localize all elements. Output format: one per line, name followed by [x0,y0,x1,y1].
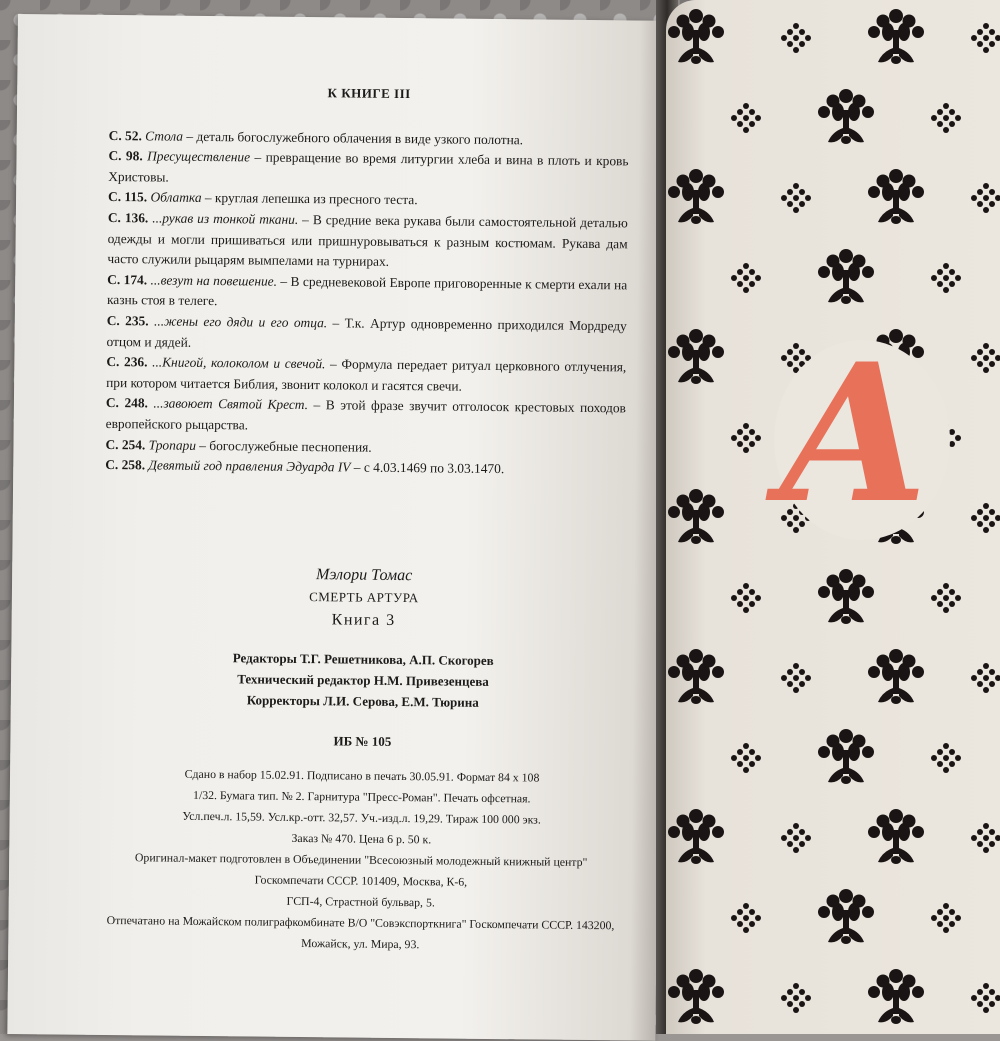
floral-ornament-icon [668,809,724,864]
dot-cluster-icon [731,103,761,133]
note-page-ref: С. 248. [105,395,148,411]
floral-ornament-icon [818,569,874,624]
floral-ornament-icon [668,169,724,224]
note-text: – Т.к. Артур одновременно приходился Мордреду отцом и дядей. [106,315,627,350]
dot-cluster-icon [931,743,961,773]
note-term: Стола [145,127,184,144]
note-text: – богослужебные песнопения. [195,437,372,455]
dot-cluster-icon [731,423,761,453]
floral-ornament-icon [668,649,724,704]
right-page-ornamental [666,0,1000,1034]
note-page-ref: С. 235. [106,312,149,329]
dot-cluster-icon [931,103,961,133]
note-text: – с 4.03.1469 по 3.03.1470. [350,459,505,477]
floral-ornament-icon [668,329,724,384]
dot-cluster-icon [731,263,761,293]
floral-ornament-icon [668,9,724,64]
floral-ornament-icon [818,729,874,784]
dot-cluster-icon [971,503,1000,533]
publication-line: ГСП-4, Страстной бульвар, 5. [286,893,435,910]
dot-cluster-icon [781,663,811,693]
dot-cluster-icon [931,583,961,613]
note-text: – В средние века рукава были самостоятельной деталью одежды и могли пришиваться или пришнуровываться к разным костюмам. Рукава дам часто служили рыцарям вымпелами на турнирах. [107,211,628,270]
note-page-ref: С. 52. [108,127,142,143]
floral-pattern [666,0,1000,1034]
note-page-ref: С. 136. [107,209,149,226]
floral-ornament-icon [818,89,874,144]
open-book-spread [8,0,1000,1034]
publication-line: Отпечатано на Можайском полиграфкомбинате В/О "Совэкспорткнига" Госкомпечати СССР. 143200, Можайск, ул. Мира, 93. [106,912,615,951]
note-entry [108,146,628,193]
note-entry [106,393,626,440]
publication-line: Сдано в набор 15.02.91. Подписано в печать 30.05.91. Формат 84 x 108 [184,766,540,785]
dot-cluster-icon [731,583,761,613]
note-page-ref: С. 115. [108,189,148,205]
technical-editor-credit: Технический редактор Н.М. Привезенцева [237,671,489,689]
dot-cluster-icon [931,263,961,293]
note-page-ref: С. 258. [105,457,146,473]
floral-ornament-icon [868,169,924,224]
note-term: ...Книгой, колоколом и свечой. [152,354,326,372]
dot-cluster-icon [781,983,811,1013]
dot-cluster-icon [731,903,761,933]
floral-ornament-icon [818,889,874,944]
left-page-text [100,73,629,957]
staff-credits [103,646,624,714]
editors-credit: Редакторы Т.Г. Решетникова, А.П. Скогорев [232,649,494,668]
note-entry [106,311,626,358]
note-text: – превращение во время литургии хлеба и вина в плоть и кровь Христовы. [108,149,629,185]
dot-cluster-icon [731,743,761,773]
dot-cluster-icon [931,903,961,933]
publication-line: Усл.печ.л. 15,59. Усл.кр.-отт. 32,57. Уч.-изд.л. 19,29. Тираж 100 000 экз. [182,808,541,827]
ib-number: ИБ № 105 [333,733,392,749]
floral-ornament-icon [668,489,724,544]
note-text: – Формула передает ритуал церковного отлучения, при котором читается Библия, звонит колокол и гасятся свечи. [106,356,627,394]
dot-cluster-icon [971,663,1000,693]
note-term: Облатка [150,189,202,206]
note-term: Девятый год правления Эдуарда IV [148,457,351,475]
note-entry [105,455,625,481]
note-page-ref: С. 174. [107,271,148,288]
dot-cluster-icon [971,183,1000,213]
note-text: – В этой фразе звучит отголосок крестовых походов европейского рыцарства. [105,397,626,433]
note-page-ref: С. 98. [108,148,143,164]
floral-ornament-icon [868,9,924,64]
dot-cluster-icon [971,823,1000,853]
publication-line: Оригинал-макет подготовлен в Объединении "Всесоюзный молодежный книжный центр" Госкомпечати СССР. 101409, Москва, К-6, [134,849,588,889]
decorative-initial-letter: A [780,322,928,545]
note-entry [107,208,628,275]
author-name: Мэлори Томас [315,565,413,584]
note-term: ...везут на повешение. [150,272,278,289]
floral-ornament-icon [818,249,874,304]
note-page-ref: С. 254. [105,436,146,452]
dot-cluster-icon [781,23,811,53]
note-text: – В средневековой Европе приговоренные к смерти ехали на казнь стоя в телеге. [106,273,628,309]
dot-cluster-icon [971,23,1000,53]
notes-heading: К КНИГЕ III [327,85,411,102]
proofreaders-credit: Корректоры Л.И. Серова, Е.М. Тюрина [246,692,479,710]
floral-ornament-icon [668,969,724,1024]
dot-cluster-icon [971,343,1000,373]
publication-details [100,763,622,957]
note-page-ref: С. 236. [106,354,148,370]
left-page [7,14,666,1041]
book-volume: Книга 3 [331,611,396,629]
note-term: ...жены его дяди и его отца. [153,313,328,331]
book-title: СМЕРТЬ АРТУРА [309,588,419,605]
dot-cluster-icon [971,983,1000,1013]
dot-cluster-icon [781,183,811,213]
note-entry [106,352,626,399]
note-text: – круглая лепешка из пресного теста. [201,190,418,208]
note-term: ...рукав из тонкой ткани. [152,210,299,227]
publication-line: Заказ № 470. Цена 6 р. 50 к. [291,830,432,847]
note-text: – деталь богослужебного облачения в виде узкого полотна. [182,128,524,147]
floral-ornament-icon [868,649,924,704]
note-term: Тропари [148,436,197,453]
floral-ornament-icon [868,969,924,1024]
publication-line: 1/32. Бумага тип. № 2. Гарнитура "Пресс-Роман". Печать офсетная. [193,787,531,806]
note-entry [107,270,627,317]
notes-list [105,126,629,482]
note-term: Пресуществление [147,148,251,165]
floral-ornament-icon [868,809,924,864]
note-term: ...завоюет Святой Крест. [153,395,309,413]
dot-cluster-icon [781,823,811,853]
imprint-block [100,562,624,957]
